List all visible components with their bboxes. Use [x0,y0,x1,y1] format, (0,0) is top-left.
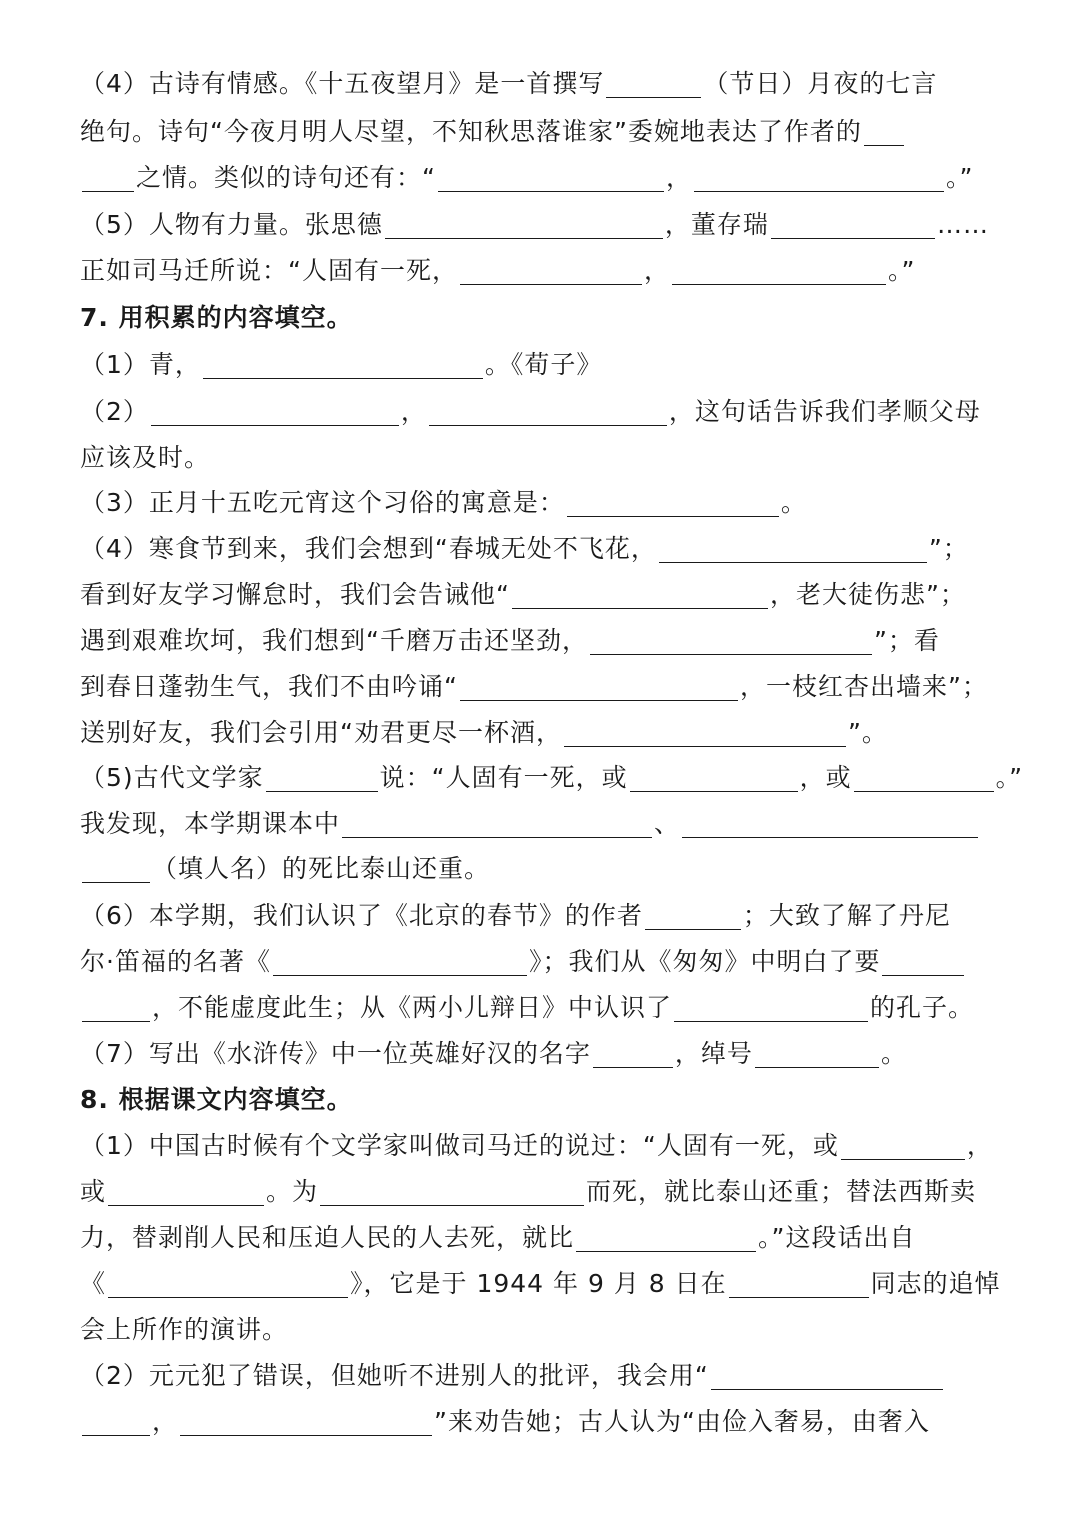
question-line [80,64,937,104]
answer-blank[interactable] [694,161,944,192]
answer-blank[interactable] [82,852,150,883]
question-line [80,667,988,707]
answer-blank[interactable] [645,899,741,930]
line-text: 说：“人固有一死，或 [379,763,628,792]
line-text: 看到好友学习懈怠时，我们会告诫他“ [80,580,510,609]
answer-blank[interactable] [729,1267,869,1298]
question-line [80,713,888,753]
answer-blank[interactable] [630,761,798,792]
question-line [80,1402,930,1442]
question-line [80,1356,945,1396]
answer-blank[interactable] [82,161,134,192]
question-line [80,849,490,889]
line-text: 》，它是于 1944 年 9 月 8 日在 [350,1269,727,1298]
answer-blank[interactable] [108,1175,264,1206]
line-text: 同志的追悼 [870,1269,1001,1298]
answer-blank[interactable] [882,945,964,976]
line-text: （3）正月十五吃元宵这个习俗的寓意是： [80,488,565,517]
line-text: ，绰号 [674,1039,753,1068]
answer-blank[interactable] [841,1129,965,1160]
line-text: ，董存瑞 [664,210,769,239]
question-line [80,1034,907,1074]
line-text: ， [966,1131,993,1160]
line-text: 。为 [266,1177,319,1206]
question-line [80,529,969,569]
line-text: …… [936,210,989,239]
answer-blank[interactable] [460,670,738,701]
question-line [80,1310,288,1350]
line-text: （4）古诗有情感。《十五夜望月》是一首撰写 [80,69,605,98]
line-text: ”；看 [873,626,940,655]
line-text: （7）写出《水浒传》中一位英雄好汉的名字 [80,1039,591,1068]
question-line [80,1264,1001,1304]
question-line [80,345,602,385]
answer-blank[interactable] [82,991,150,1022]
line-text: 《 [80,1269,107,1298]
question-line [80,896,951,936]
answer-blank[interactable] [854,761,994,792]
line-text: 。” [945,163,974,192]
answer-blank[interactable] [672,254,886,285]
answer-blank[interactable] [460,254,642,285]
line-text: （4）寒食节到来，我们会想到“春城无处不飞花， [80,534,657,563]
answer-blank[interactable] [273,945,527,976]
question-line [80,1126,993,1166]
line-text: ，老大徒伤悲”； [769,580,966,609]
line-text: ；大致了解了丹尼 [742,901,951,930]
question-line [80,758,1023,798]
line-text: 尔·笛福的名著《 [80,947,271,976]
line-text: 。 [780,488,807,517]
line-text: 、 [654,809,681,838]
question-line [80,621,940,661]
line-text: 》；我们从《匆匆》中明白了要 [528,947,881,976]
line-text: ，或 [799,763,852,792]
line-text: 正如司马迁所说：“人固有一死， [80,256,458,285]
line-text: 之情。类似的诗句还有：“ [136,163,436,192]
line-text: 的孔子。 [870,993,975,1022]
answer-blank[interactable] [266,761,378,792]
question-line [80,483,807,523]
line-text: （1）中国古时候有个文学家叫做司马迁的说过：“人固有一死，或 [80,1131,839,1160]
line-text: 。” [887,256,916,285]
answer-blank[interactable] [590,624,872,655]
question-line [80,988,974,1028]
answer-blank[interactable] [151,395,399,426]
line-text: 会上所作的演讲。 [80,1315,289,1344]
answer-blank[interactable] [659,532,927,563]
line-text: 遇到艰难坎坷，我们想到“千磨万击还坚劲， [80,626,588,655]
answer-blank[interactable] [564,716,846,747]
line-text: （2） [80,397,149,426]
answer-blank[interactable] [342,807,652,838]
line-text: 力，替剥削人民和压迫人民的人去死，就比 [80,1223,575,1252]
line-text: 而死，就比泰山还重；替法西斯卖 [586,1177,977,1206]
answer-blank[interactable] [438,161,664,192]
line-text: ， [665,163,692,192]
line-text: ，一枝红杏出墙来”； [739,672,988,701]
question-line [80,205,989,245]
question-line [80,1172,976,1212]
line-text: ”； [928,534,969,563]
answer-blank[interactable] [320,1175,584,1206]
answer-blank[interactable] [567,486,779,517]
answer-blank[interactable] [674,991,868,1022]
answer-blank[interactable] [576,1221,756,1252]
question-line [80,112,906,152]
line-text: ，这句话告诉我们孝顺父母 [668,397,981,426]
answer-blank[interactable] [203,348,483,379]
line-text: 送别好友，我们会引用“劝君更尽一杯酒， [80,718,562,747]
line-text: （5）人物有力量。张思德 [80,210,383,239]
answer-blank[interactable] [180,1405,432,1436]
answer-blank[interactable] [755,1037,879,1068]
line-text: （2）元元犯了错误，但她听不进别人的批评，我会用“ [80,1361,709,1390]
question-line [80,158,973,198]
line-text: （1）青， [80,350,201,379]
line-text: 或 [80,1177,107,1206]
answer-blank[interactable] [593,1037,673,1068]
question-line [80,942,966,982]
line-text: （6）本学期，我们认识了《北京的春节》的作者 [80,901,643,930]
line-text: 应该及时。 [80,443,211,472]
line-text: 。”这段话出自 [758,1223,916,1252]
answer-blank[interactable] [108,1267,348,1298]
line-text: （填人名）的死比泰山还重。 [152,854,491,883]
line-text: （节日）月夜的七言 [703,69,938,98]
line-text: 我发现，本学期课本中 [80,809,341,838]
line-text: ， [152,1407,179,1436]
answer-blank[interactable] [771,208,935,239]
line-text: 7. 用积累的内容填空。 [80,303,353,332]
answer-blank[interactable] [385,208,663,239]
line-text: ，不能虚度此生；从《两小儿辩日》中认识了 [152,993,673,1022]
answer-blank[interactable] [512,578,768,609]
question-line [80,438,210,478]
answer-blank[interactable] [82,1405,150,1436]
line-text: 。” [995,763,1024,792]
section-heading [80,298,353,338]
line-text: 。 [880,1039,907,1068]
line-text: 到春日蓬勃生气，我们不由吟诵“ [80,672,458,701]
line-text: ”。 [847,718,888,747]
line-text: 绝句。诗句“今夜月明人尽望，不知秋思落谁家”委婉地表达了作者的 [80,117,862,146]
line-text: ， [400,397,427,426]
line-text: 。《荀子》 [484,350,603,379]
section-heading [80,1080,353,1120]
line-text: ， [643,256,670,285]
line-text: 8. 根据课文内容填空。 [80,1085,353,1114]
line-text: ”来劝告她；古人认为“由俭入奢易，由奢入 [434,1407,930,1436]
answer-blank[interactable] [606,67,701,98]
question-line [80,251,915,291]
question-line [80,1218,915,1258]
answer-blank[interactable] [711,1359,943,1390]
answer-blank[interactable] [429,395,667,426]
answer-blank[interactable] [682,807,978,838]
question-line [80,392,981,432]
question-line [80,575,966,615]
question-line [80,804,980,844]
answer-blank[interactable] [864,115,904,146]
line-text: （5)古代文学家 [80,763,264,792]
